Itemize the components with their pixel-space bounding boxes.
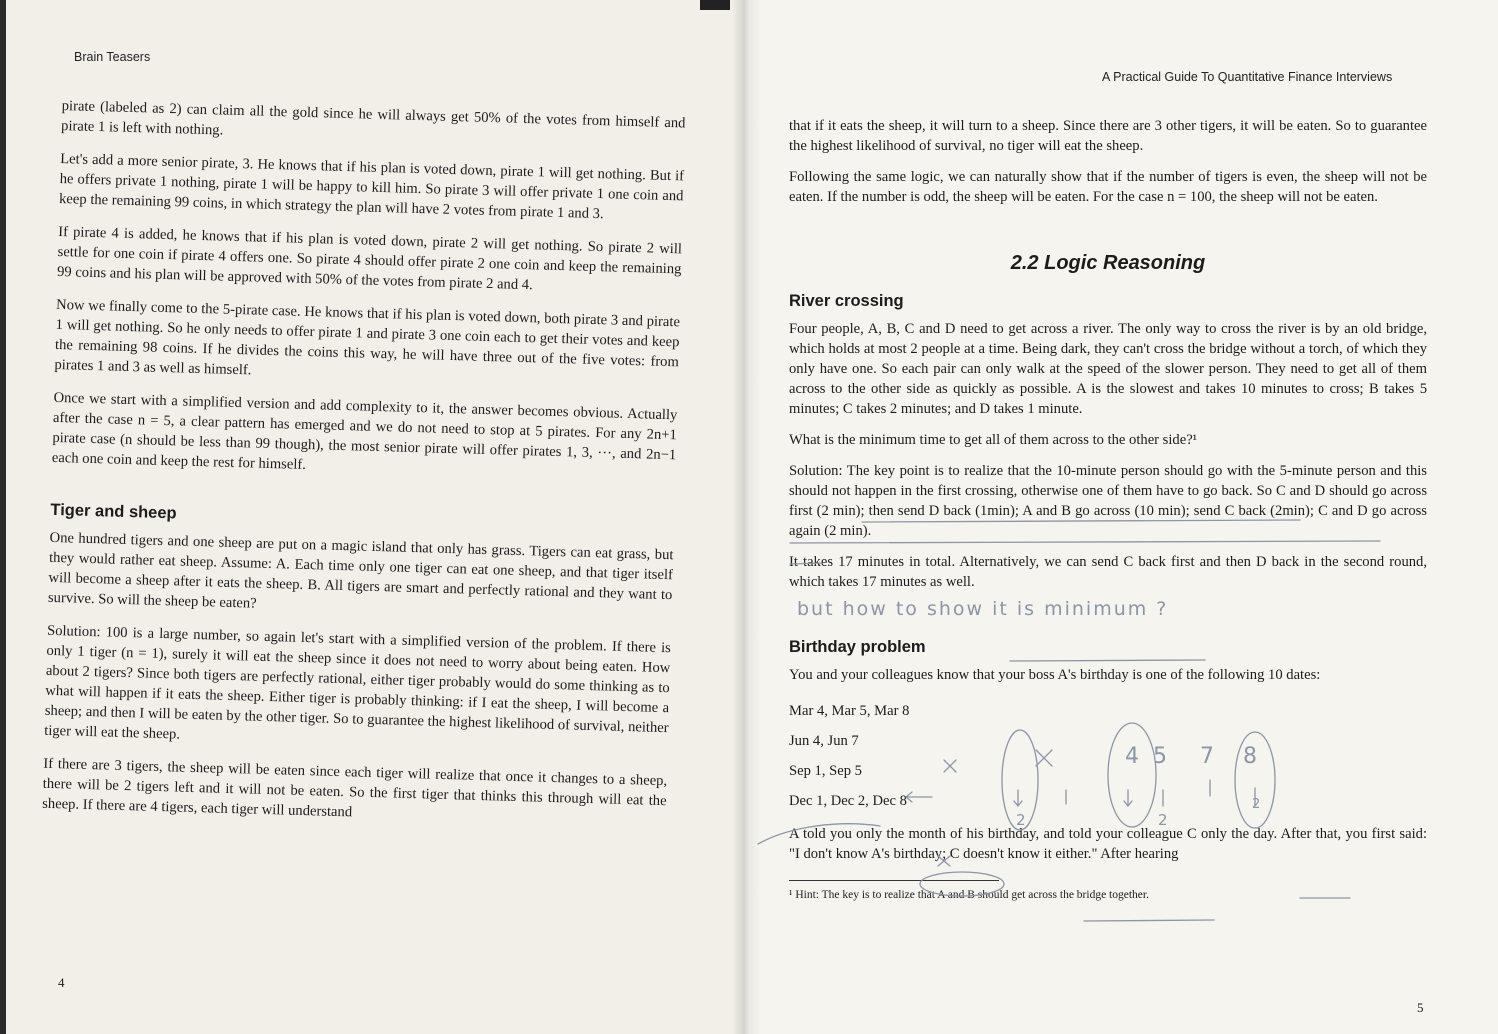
- page-edge-shadow: [0, 0, 6, 1034]
- right-text-column: [789, 116, 1427, 903]
- solution-paragraph: Solution: The key point is to realize that the 10-minute person should go with the 5-minute person and this should not happen in the first crossing, otherwise one of them have to go back. So C and D should go across first (2 min); then send D back (1min); A and B go across (10 min); send C back (2min); C and D go across again (2 min).: [789, 463, 1427, 539]
- paragraph: What is the minimum time to get all of them across to the other side?¹: [789, 432, 1198, 448]
- footnote: ¹ Hint: The key is to realize that A and B should get across the bridge together.: [789, 889, 1149, 901]
- date-row-jun: Jun 4, Jun 7: [789, 733, 859, 749]
- paragraph: Once we start with a simplified version and add complexity to it, the answer becomes obvious. Actually after the case n = 5, a clear pattern has emerged and we do not need to stop at 5 pirates. For any 2n+1 pirate case (n should be less than 99 though), the most senior pirate will offer pirates 1, 3, ···, and 2n−1 each one coin and keep the rest for himself.: [51, 389, 678, 473]
- date-row-mar: Mar 4, Mar 5, Mar 8: [789, 703, 910, 719]
- paragraph: Solution: 100 is a large number, so again let's start with a simplified version of the problem. If there is only 1 tiger (n = 1), surely it will eat the sheep since it does not need to worry about being eaten. How about 2 tigers? Since both tigers are perfectly rational, either tiger probably would do some thinking as to what will happen if it eats the sheep. Either tiger is probably thinking: if I eat the sheep, I will become a sheep; and then I will be eaten by the other tiger. So to guarantee the highest likelihood of survival, neither tiger will eat the sheep.: [44, 622, 672, 743]
- paragraph: A told you only the month of his birthday, and told your colleague C only the day. After that, you first said: "I don't know A's birthday; C doesn't know it either." After hearing: [789, 826, 1427, 862]
- handwritten-note: but how to show it is minimum ?: [797, 598, 1169, 620]
- paragraph: Now we finally come to the 5-pirate case. He knows that if his plan is voted down, both pirate 3 and pirate 1 will get nothing. So he only needs to offer pirate 1 and pirate 3 one coin each to get their votes and keep the remaining 98 coins. If he divides the coins this way, he will have three out of the five votes: from pirates 1 and 3 as well as himself.: [54, 296, 681, 379]
- paragraph: It takes 17 minutes in total. Alternatively, we can send C back first and then D back in the second round, which takes 17 minutes as well.: [789, 554, 1427, 590]
- svg-text:8: 8: [1243, 744, 1257, 769]
- paragraph: Let's add a more senior pirate, 3. He knows that if his plan is voted down, pirate 1 will get nothing. But if he offers private 1 nothing, pirate 1 will be happy to kill him. So pirate 3 will offer private 1 one coin and keep the remaining 99 coins, in which strategy the plan will have 2 votes from pirate 1 and 3.: [58, 150, 685, 223]
- running-head-right: A Practical Guide To Quantitative Finance Interviews: [1102, 70, 1393, 84]
- left-text-column: [42, 96, 686, 844]
- svg-text:4: 4: [1125, 744, 1139, 769]
- subhead-birthday-problem: Birthday problem: [789, 638, 926, 656]
- page-number-right: 5: [1417, 1000, 1424, 1015]
- svg-text:2: 2: [1252, 797, 1261, 812]
- svg-text:2: 2: [1158, 811, 1168, 829]
- paragraph: pirate (labeled as 2) can claim all the gold since he will always get 50% of the votes from himself and pirate 1 is left with nothing.: [60, 97, 686, 139]
- paragraph: One hundred tigers and one sheep are put on a magic island that only has grass. Tigers can eat grass, but they would rather eat sheep. Assume: A. Each time only one tiger can eat one sheep, and that tiger itself will become a sheep after it eats the sheep. B. All tigers are smart and perfectly rational and they want to survive. So will the sheep be eaten?: [47, 529, 674, 612]
- paragraph: that if it eats the sheep, it will turn to a sheep. Since there are 3 other tigers, it will be eaten. So to guarantee the highest likelihood of survival, no tiger will eat the sheep.: [789, 118, 1427, 154]
- paragraph: If pirate 4 is added, he knows that if his plan is voted down, pirate 2 will get nothing. So pirate 2 will settle for one coin if pirate 4 offers one. So pirate 4 should offer pirate 2 one coin and keep the remaining 99 coins and his plan will be approved with 50% of the votes from pirate 2 and 4.: [56, 223, 683, 294]
- subhead-river-crossing: River crossing: [789, 292, 904, 310]
- date-row-sep: Sep 1, Sep 5: [789, 763, 862, 779]
- running-head-left: Brain Teasers: [74, 50, 151, 64]
- date-list: [789, 696, 1427, 816]
- svg-text:2: 2: [1016, 811, 1026, 829]
- footnote-rule: [789, 880, 999, 881]
- paragraph: If there are 3 tigers, the sheep will be eaten since each tiger will realize that once it changes to a sheep, there will be 2 tigers left and it will not be eaten. So the first tiger that thinks this through will eat the sheep. If there are 4 tigers, each tiger will understand: [42, 755, 668, 821]
- gutter-top-mark: [700, 0, 730, 10]
- book-gutter: [732, 0, 760, 1034]
- svg-text:7: 7: [1200, 744, 1214, 769]
- paragraph: Following the same logic, we can naturally show that if the number of tigers is even, the sheep will not be eaten. If the number is odd, the sheep will be eaten. For the case n = 100, the sheep will not be eaten.: [789, 169, 1427, 205]
- section-title: 2.2 Logic Reasoning: [1010, 252, 1206, 274]
- left-page: [0, 0, 745, 1034]
- paragraph: You and your colleagues know that your boss A's birthday is one of the following 10 dates:: [789, 667, 1321, 683]
- svg-text:5: 5: [1153, 744, 1167, 769]
- date-row-dec: Dec 1, Dec 2, Dec 8: [789, 793, 907, 809]
- subhead-tiger-and-sheep: Tiger and sheep: [50, 500, 177, 523]
- paragraph: Four people, A, B, C and D need to get across a river. The only way to cross the river is by an old bridge, which holds at most 2 people at a time. Being dark, they can't cross the bridge without a torch, of which they only have one. So each pair can only walk at the speed of the slower person. They need to get all of them across to the other side as quickly as possible. A is the slowest and takes 10 minutes to cross; B takes 5 minutes; C takes 2 minutes; and D takes 1 minute.: [789, 321, 1427, 417]
- page-number-left: 4: [58, 975, 65, 990]
